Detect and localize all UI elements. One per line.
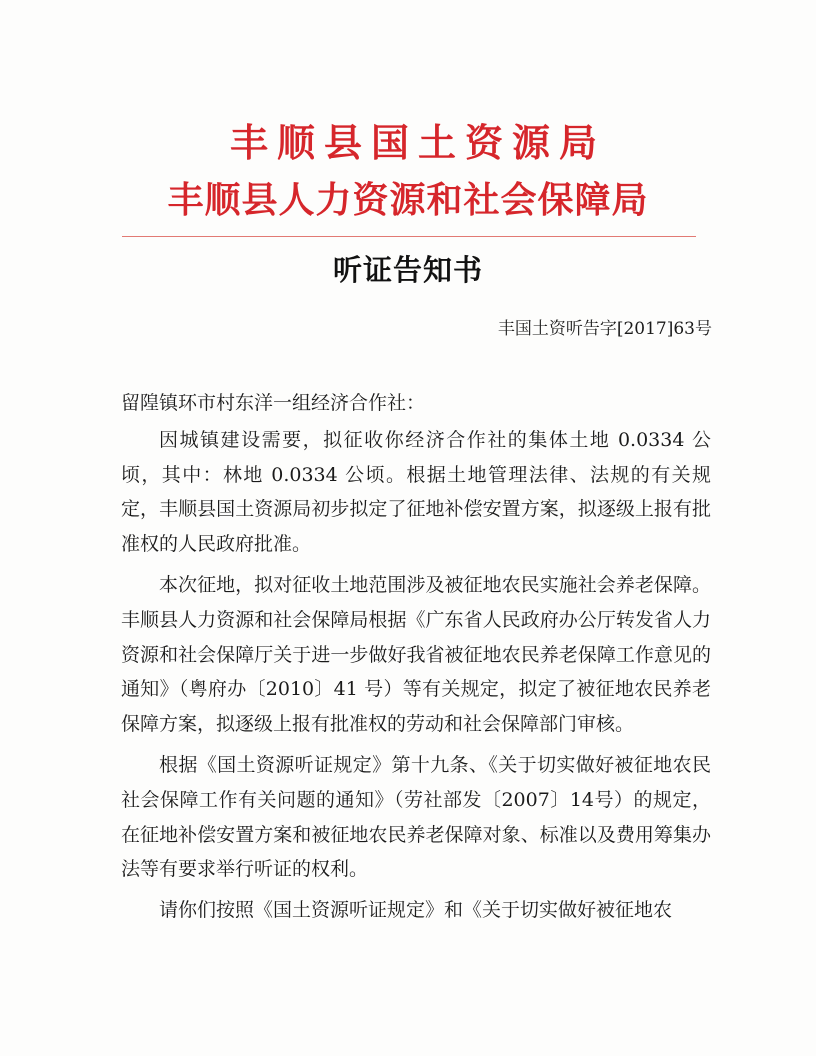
document-number: 丰国土资听告字[2017]63号 bbox=[497, 319, 712, 339]
paragraph-4: 请你们按照《国土资源听证规定》和《关于切实做好被征地农 bbox=[159, 899, 673, 922]
paragraph-3: 根据《国土资源听证规定》第十九条、《关于切实做好被征地农民社会保障工作有关问题的通知》（劳社部发〔2007〕14号）的规定，在征地补偿安置方案和被征地农民养老保障对象、标准以及费用筹集办法等有要求举行听证的权利。 bbox=[121, 753, 711, 881]
document-title: 听证告知书 bbox=[332, 253, 483, 287]
paragraph-2: 本次征地，拟对征收土地范围涉及被征地农民实施社会养老保障。丰顺县人力资源和社会保障局根据《广东省人民政府办公厅转发省人力资源和社会保障厅关于进一步做好我省被征地农民养老保障工作意见的通知》（粤府办〔2010〕41 号）等有关规定，拟定了被征地农民养老保障方案，拟逐级上报有批准权的劳动和社会保障部门审核。 bbox=[121, 573, 711, 736]
document-body bbox=[121, 386, 711, 934]
header-divider bbox=[122, 236, 696, 237]
salutation: 留隍镇环市村东洋一组经济合作社： bbox=[121, 392, 426, 414]
issuing-org-land-bureau: 丰顺县国土资源局 bbox=[229, 120, 606, 165]
paragraph-1: 因城镇建设需要，拟征收你经济合作社的集体土地 0.0334 公顷，其中：林地 0.0334 公顷。根据土地管理法律、法规的有关规定，丰顺县国土资源局初步拟定了征地补偿安置方案，拟逐级上报有批准权的人民政府批准。 bbox=[121, 428, 711, 556]
issuing-org-hr-bureau: 丰顺县人力资源和社会保障局 bbox=[167, 179, 649, 221]
